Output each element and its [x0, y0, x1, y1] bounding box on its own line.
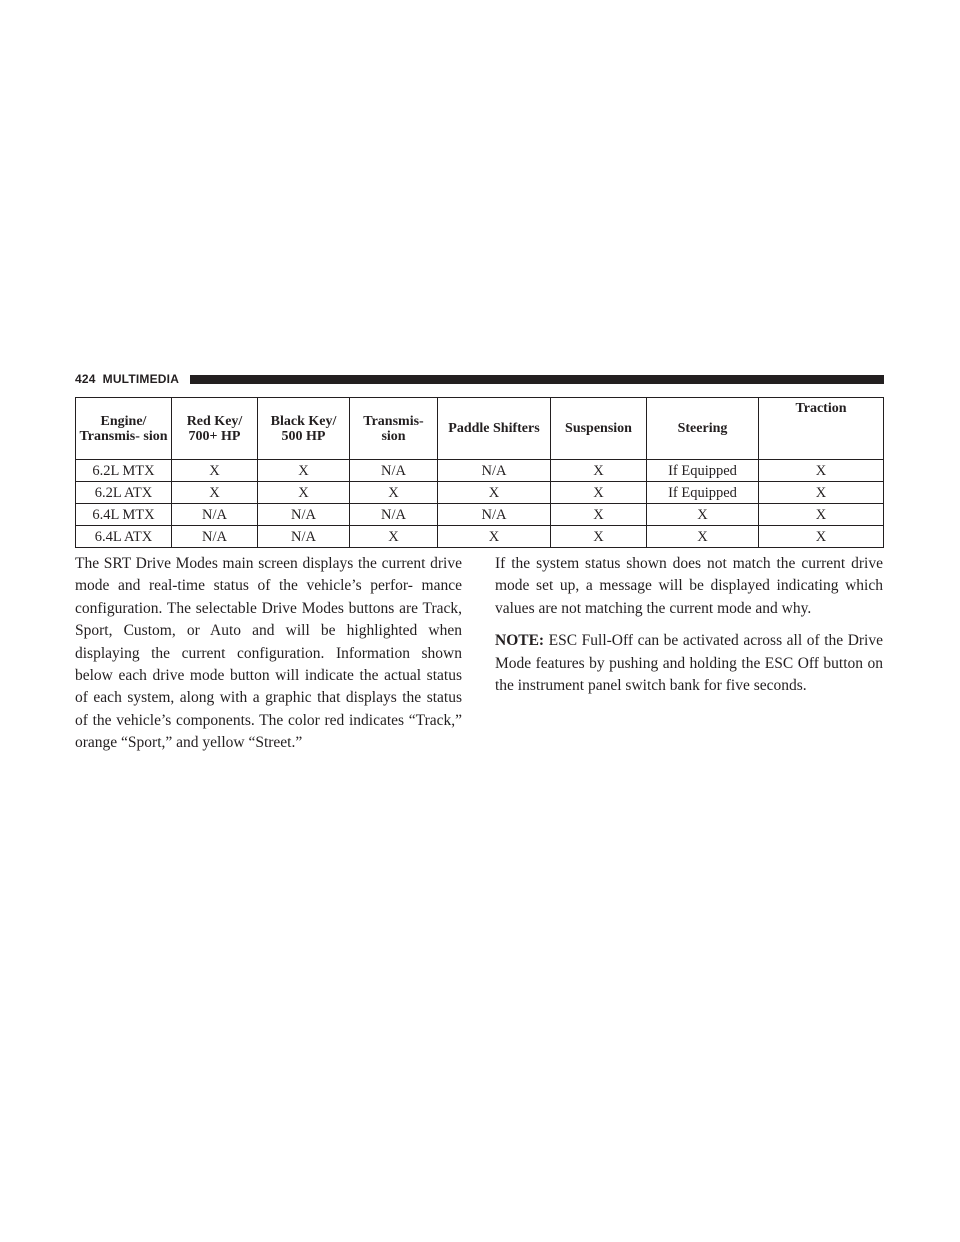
right-column: [495, 553, 883, 697]
column-header: Red Key/ 700+ HP: [172, 398, 258, 460]
table-cell: N/A: [438, 460, 551, 482]
table-cell: X: [350, 482, 438, 504]
table-cell: X: [258, 460, 350, 482]
table-cell: N/A: [172, 504, 258, 526]
table-cell: N/A: [258, 504, 350, 526]
page-number: 424: [75, 372, 96, 386]
page-header: [75, 371, 884, 387]
table-row: [76, 504, 884, 526]
status-mismatch-paragraph: If the system status shown does not match the current drive mode set up, a message will be displayed indicating which values are not matching the current mode and why.: [495, 555, 883, 617]
table-cell: X: [551, 482, 647, 504]
table-cell: X: [759, 482, 884, 504]
column-header: Suspension: [551, 398, 647, 460]
drive-modes-table: [75, 397, 884, 548]
table-cell: X: [759, 504, 884, 526]
table-header-row: [76, 398, 884, 460]
note-text: ESC Full-Off can be activated across all of the Drive Mode features by pushing and holding the ESC Off button on the instrument panel switch bank for five seconds.: [495, 632, 883, 695]
table-cell: X: [438, 526, 551, 548]
table-cell: X: [551, 460, 647, 482]
table-cell: X: [647, 504, 759, 526]
column-header: Paddle Shifters: [438, 398, 551, 460]
table-row: [76, 482, 884, 504]
table-cell: N/A: [258, 526, 350, 548]
header-rule: [190, 375, 884, 384]
left-column: [75, 553, 462, 755]
table-cell: X: [759, 526, 884, 548]
table-cell: 6.2L ATX: [76, 482, 172, 504]
column-header: Engine/ Transmis- sion: [76, 398, 172, 460]
note-label: NOTE:: [495, 632, 545, 650]
table-cell: 6.4L ATX: [76, 526, 172, 548]
column-header: Steering: [647, 398, 759, 460]
table-row: [76, 460, 884, 482]
table-cell: X: [647, 526, 759, 548]
table-cell: X: [551, 504, 647, 526]
table-cell: If Equipped: [647, 460, 759, 482]
column-header: Black Key/ 500 HP: [258, 398, 350, 460]
table-cell: N/A: [350, 460, 438, 482]
table-cell: N/A: [172, 526, 258, 548]
table-cell: X: [172, 482, 258, 504]
table-cell: X: [759, 460, 884, 482]
table-row: [76, 526, 884, 548]
drive-modes-paragraph: The SRT Drive Modes main screen displays the current drive mode and real-time status of the vehicle’s perfor- mance configuration. The selectable Drive Modes buttons are Track, Sport, Custom, or Auto and will be highlighted when displaying the current configuration. Information shown below each drive mode button will indicate the actual status of each system, along with a graphic that displays the status of the vehicle’s components. The color red indicates “Track,” orange “Sport,” and yellow “Street.”: [75, 555, 462, 752]
table-cell: X: [551, 526, 647, 548]
table-cell: N/A: [438, 504, 551, 526]
note-paragraph: [495, 630, 883, 697]
table-cell: 6.4L MTX: [76, 504, 172, 526]
table-cell: X: [350, 526, 438, 548]
table-cell: X: [438, 482, 551, 504]
column-header: Traction: [759, 398, 884, 460]
table-cell: 6.2L MTX: [76, 460, 172, 482]
table-cell: X: [172, 460, 258, 482]
table-cell: N/A: [350, 504, 438, 526]
table-cell: If Equipped: [647, 482, 759, 504]
section-title: MULTIMEDIA: [102, 372, 180, 386]
column-header: Transmis- sion: [350, 398, 438, 460]
table-cell: X: [258, 482, 350, 504]
